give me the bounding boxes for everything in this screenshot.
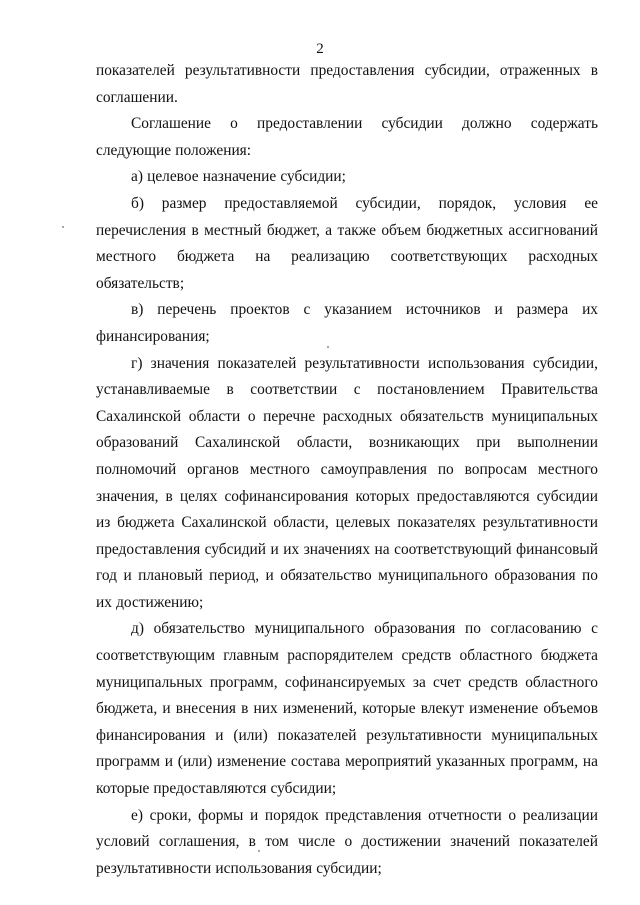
paragraph-intro: Соглашение о предоставлении субсидии должно содержать следующие положения: — [96, 115, 598, 159]
paragraph-continuation: показателей результативности предоставления субсидии, отраженных в соглашении. — [96, 62, 598, 106]
list-item-b: б) размер предоставляемой субсидии, порядок, условия ее перечисления в местный бюджет, а также объем бюджетных ассигнований местного бюджета на реализацию соответствующих расходных обязательств; — [96, 194, 598, 292]
list-item-a: а) целевое назначение субсидии; — [131, 168, 346, 186]
page-number: 2 — [316, 41, 324, 57]
list-item-d: д) обязательство муниципального образования по согласованию с соответствующим главным распорядителем средств областного бюджета муниципальных программ, софинансируемых за счет средств областного бюджета, и внесения в них изменений, которые влекут изменение объемов финансирования и (или) показателей результативности муниципальных программ и (или) изменение состава мероприятий указанных программ, на которые предоставляются субсидии; — [96, 620, 598, 798]
list-item-g: г) значения показателей результативности использования субсидии, устанавливаемые в соответствии с постановлением Правительства Сахалинской области о перечне расходных обязательств муниципальных образований Сахалинской области, возникающих при выполнении полномочий органов местного самоуправления по вопросам местного значения, в целях софинансирования которых предоставляются субсидии из бюджета Сахалинской области, целевых показателях результативности предоставления субсидий и их значениях на соответствующий финансовый год и плановый период, и обязательство муниципального образования по их достижению; — [96, 354, 598, 611]
scan-speck — [327, 346, 329, 348]
list-item-e: е) сроки, формы и порядок представления отчетности о реализации условий соглашения, в том числе о достижении значений показателей результативности использования субсидии; — [96, 806, 598, 877]
scan-speck — [62, 226, 64, 228]
list-item-v: в) перечень проектов с указанием источников и размера их финансирования; — [96, 301, 598, 345]
document-body — [96, 58, 598, 882]
scan-speck — [258, 850, 260, 852]
